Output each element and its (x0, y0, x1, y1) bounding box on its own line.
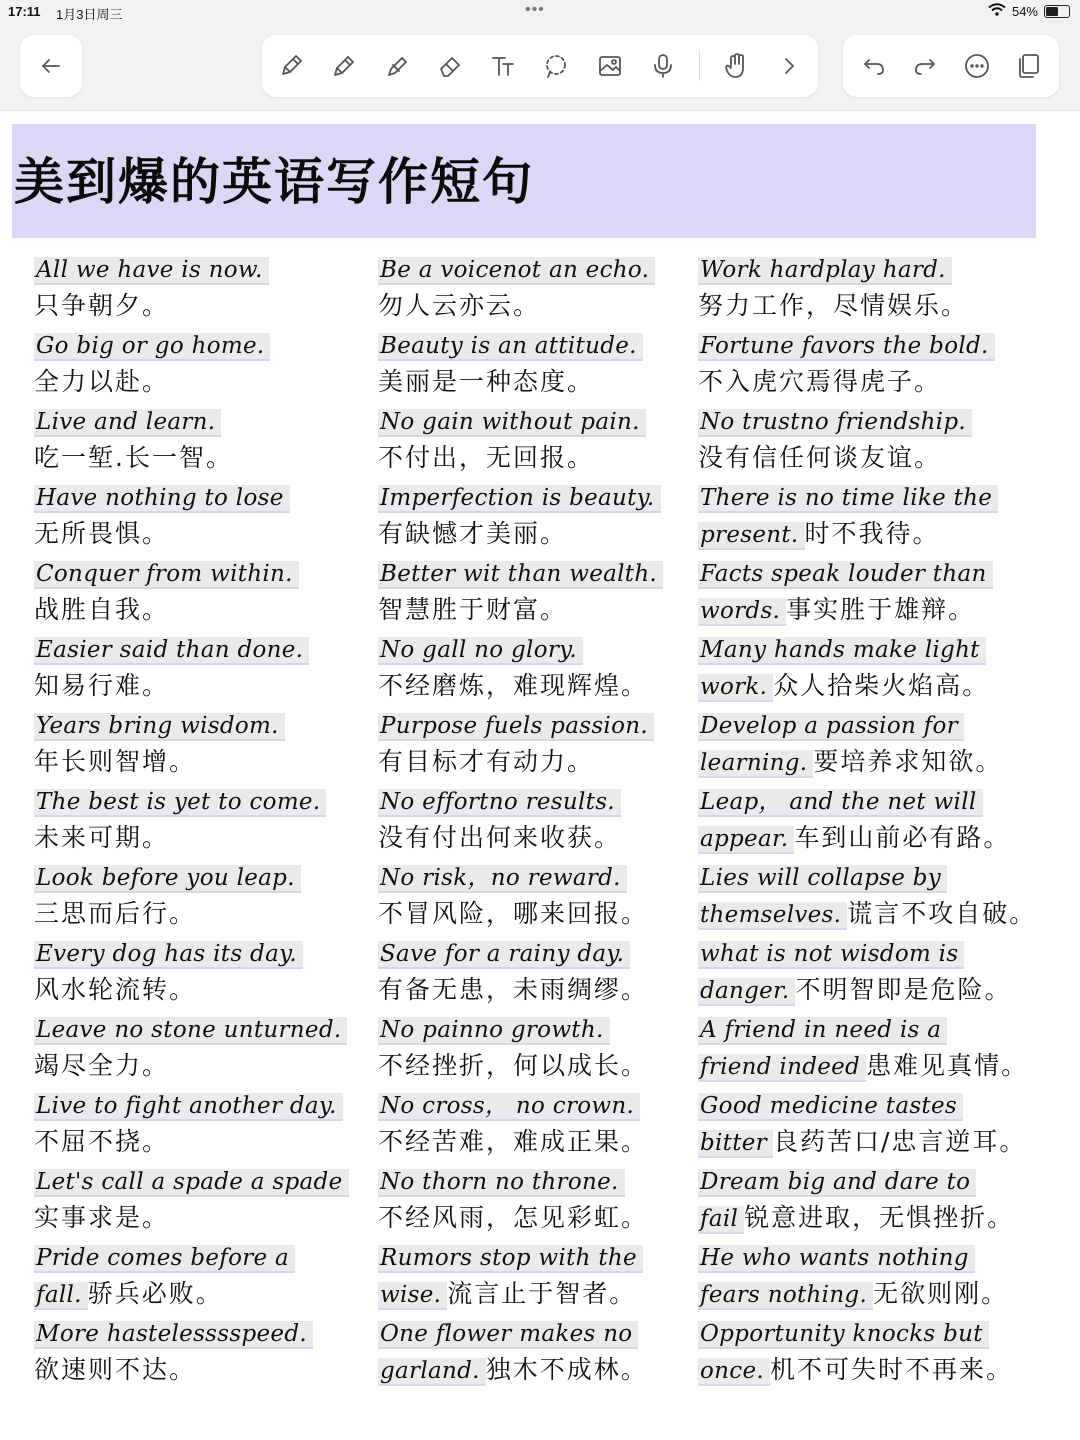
phrase-entry (378, 784, 718, 860)
tool-palette (262, 35, 818, 97)
status-date: 1月3日周三 (56, 7, 123, 22)
phrase-entry (698, 1088, 1038, 1164)
english-phrase: Lies will collapse by (698, 865, 947, 893)
english-phrase-continued: bitter (698, 1130, 773, 1158)
phrase-entry (698, 556, 1038, 632)
english-phrase: No gall no glory. (378, 637, 583, 665)
phrase-entry (698, 1240, 1038, 1316)
phrase-entry (34, 1088, 374, 1164)
phrase-entry (34, 860, 374, 936)
chinese-translation: 不冒风险，哪来回报。 (378, 899, 649, 928)
english-phrase: Leap， and the net will (698, 789, 983, 817)
chinese-translation: 机不可失时不再来。 (769, 1355, 1013, 1384)
chinese-translation: 良药苦口/忠言逆耳。 (772, 1127, 1027, 1156)
marker-icon[interactable] (380, 49, 414, 83)
phrase-entry (698, 252, 1038, 328)
phrase-entry (378, 328, 718, 404)
english-phrase-continued: danger. (698, 978, 795, 1006)
english-phrase: Fortune favors the bold. (698, 333, 995, 361)
english-phrase-continued: learning. (698, 750, 813, 778)
english-phrase: Go big or go home. (34, 333, 270, 361)
english-phrase: Years bring wisdom. (34, 713, 285, 741)
chinese-translation: 不经苦难，难成正果。 (378, 1127, 649, 1156)
chinese-translation: 勿人云亦云。 (378, 291, 541, 320)
chinese-translation: 有缺憾才美丽。 (378, 519, 568, 548)
english-phrase: No risk，no reward. (378, 865, 627, 893)
back-button[interactable] (20, 35, 82, 97)
english-phrase: He who wants nothing (698, 1245, 975, 1273)
chinese-translation: 没有付出何来收获。 (378, 823, 622, 852)
phrase-entry (34, 1240, 374, 1316)
english-phrase: Work hardplay hard. (698, 257, 952, 285)
english-phrase: Purpose fuels passion. (378, 713, 654, 741)
chinese-translation: 车到山前必有路。 (794, 823, 1011, 852)
chinese-translation: 智慧胜于财富。 (378, 595, 568, 624)
phrase-entry (698, 1164, 1038, 1240)
english-phrase: what is not wisdom is (698, 941, 964, 969)
status-bar (0, 0, 1080, 24)
phrase-entry (34, 632, 374, 708)
chinese-translation: 锐意进取，无惧挫折。 (744, 1203, 1015, 1232)
chinese-translation: 知易行难。 (34, 671, 170, 700)
chinese-translation: 三思而后行。 (34, 899, 197, 928)
english-phrase: Develop a passion for (698, 713, 964, 741)
english-phrase: No thorn no throne. (378, 1169, 625, 1197)
phrase-entry (378, 252, 718, 328)
english-phrase: No painno growth. (378, 1017, 610, 1045)
chinese-translation: 不经挫折，何以成长。 (378, 1051, 649, 1080)
phrase-entry (378, 1088, 718, 1164)
english-phrase-continued: wise. (378, 1282, 447, 1310)
chinese-translation: 不经磨炼，难现辉煌。 (378, 671, 649, 700)
phrase-entry (378, 632, 718, 708)
english-phrase-continued: present. (698, 522, 805, 550)
chinese-translation: 美丽是一种态度。 (378, 367, 595, 396)
english-phrase: Better wit than wealth. (378, 561, 663, 589)
redo-icon[interactable] (908, 49, 942, 83)
english-phrase: Rumors stop with the (378, 1245, 643, 1273)
phrase-entry (34, 328, 374, 404)
phrase-entry (378, 556, 718, 632)
english-phrase: Let's call a spade a spade (34, 1169, 349, 1197)
english-phrase-continued: once. (698, 1358, 770, 1386)
english-phrase: Conquer from within. (34, 561, 299, 589)
english-phrase: Facts speak louder than (698, 561, 993, 589)
phrase-entry (34, 1316, 374, 1392)
arrow-left-icon (34, 49, 68, 83)
english-phrase: Pride comes before a (34, 1245, 295, 1273)
chinese-translation: 欲速则不达。 (34, 1355, 197, 1384)
english-phrase: Beauty is an attitude. (378, 333, 643, 361)
chinese-translation: 不经风雨，怎见彩虹。 (378, 1203, 649, 1232)
phrase-entry (34, 936, 374, 1012)
pencil-icon[interactable] (327, 49, 361, 83)
english-phrase: More hastelesssspeed. (34, 1321, 313, 1349)
english-phrase: Many hands make light (698, 637, 986, 665)
english-phrase-continued: fail (698, 1206, 744, 1234)
english-phrase: Opportunity knocks but (698, 1321, 989, 1349)
phrase-entry (698, 784, 1038, 860)
phrase-column-3 (698, 252, 1038, 1392)
toolbar-divider (699, 51, 700, 81)
chinese-translation: 只争朝夕。 (34, 291, 170, 320)
phrase-entry (34, 784, 374, 860)
english-phrase: Have nothing to lose (34, 485, 290, 513)
text-icon[interactable] (486, 49, 520, 83)
chinese-translation: 流言止于智者。 (447, 1279, 637, 1308)
english-phrase: Good medicine tastes (698, 1093, 963, 1121)
eraser-icon[interactable] (433, 49, 467, 83)
battery-icon (1044, 5, 1070, 18)
english-phrase: Be a voicenot an echo. (378, 257, 655, 285)
phrase-entry (34, 556, 374, 632)
status-right (988, 3, 1070, 19)
english-phrase: Live to fight another day. (34, 1093, 343, 1121)
english-phrase: Imperfection is beauty. (378, 485, 661, 513)
toolbar (0, 24, 1080, 111)
english-phrase: Live and learn. (34, 409, 221, 437)
phrase-entry (378, 1316, 718, 1392)
english-phrase: No effortno results. (378, 789, 621, 817)
chinese-translation: 不屈不挠。 (34, 1127, 170, 1156)
phrase-entry (378, 936, 718, 1012)
phrase-entry (378, 1164, 718, 1240)
chinese-translation: 战胜自我。 (34, 595, 170, 624)
english-phrase-continued: work. (698, 674, 773, 702)
lasso-icon[interactable] (539, 49, 573, 83)
chinese-translation: 不明智即是危险。 (795, 975, 1012, 1004)
hand-icon[interactable] (719, 49, 753, 83)
english-phrase: The best is yet to come. (34, 789, 326, 817)
english-phrase: Easier said than done. (34, 637, 309, 665)
chinese-translation: 全力以赴。 (34, 367, 170, 396)
chinese-translation: 没有信任何谈友谊。 (698, 443, 942, 472)
phrase-entry (698, 404, 1038, 480)
english-phrase-continued: fears nothing. (698, 1282, 873, 1310)
phrase-entry (698, 860, 1038, 936)
english-phrase: Look before you leap. (34, 865, 301, 893)
image-icon[interactable] (593, 49, 627, 83)
english-phrase: Save for a rainy day. (378, 941, 630, 969)
chinese-translation: 无欲则刚。 (873, 1279, 1009, 1308)
english-phrase: There is no time like the (698, 485, 998, 513)
chinese-translation: 骄兵必败。 (87, 1279, 223, 1308)
phrase-entry (34, 1164, 374, 1240)
english-phrase: Every dog has its day. (34, 941, 303, 969)
battery-percent: 54% (1011, 3, 1038, 19)
chinese-translation: 要培养求知欲。 (813, 747, 1003, 776)
phrase-entry (34, 404, 374, 480)
english-phrase-continued: themselves. (698, 902, 847, 930)
chinese-translation: 众人拾柴火焰高。 (773, 671, 990, 700)
chinese-translation: 事实胜于雄辩。 (786, 595, 976, 624)
phrase-entry (34, 480, 374, 556)
chinese-translation: 无所畏惧。 (34, 519, 170, 548)
english-phrase: A friend in need is a (698, 1017, 947, 1045)
phrase-entry (378, 1240, 718, 1316)
english-phrase-continued: fall. (34, 1282, 88, 1310)
action-palette (843, 35, 1059, 97)
english-phrase-continued: words. (698, 598, 786, 626)
english-phrase: Leave no stone unturned. (34, 1017, 347, 1045)
chinese-translation: 独木不成林。 (485, 1355, 648, 1384)
pen-icon[interactable] (274, 49, 308, 83)
phrase-entry (378, 1012, 718, 1088)
english-phrase-continued: garland. (378, 1358, 486, 1386)
phrase-column-2 (378, 252, 718, 1392)
english-phrase: No cross， no crown. (378, 1093, 640, 1121)
english-phrase: All we have is now. (34, 257, 269, 285)
chinese-translation: 实事求是。 (34, 1203, 170, 1232)
chinese-translation: 患难见真情。 (866, 1051, 1029, 1080)
chinese-translation: 谎言不攻自破。 (847, 899, 1037, 928)
status-time: 17:11 (8, 4, 41, 19)
mic-icon[interactable] (646, 49, 680, 83)
phrase-entry (698, 1316, 1038, 1392)
phrase-entry (698, 708, 1038, 784)
phrase-entry (378, 404, 718, 480)
chinese-translation: 有目标才有动力。 (378, 747, 595, 776)
english-phrase-continued: appear. (698, 826, 794, 854)
phrase-column-1 (34, 252, 374, 1392)
pages-icon[interactable] (1011, 49, 1045, 83)
phrase-entry (698, 936, 1038, 1012)
phrase-entry (378, 860, 718, 936)
phrase-entry (378, 708, 718, 784)
chinese-translation: 风水轮流转。 (34, 975, 197, 1004)
english-phrase-continued: friend indeed (698, 1054, 866, 1082)
phrase-entry (378, 480, 718, 556)
chinese-translation: 年长则智增。 (34, 747, 197, 776)
chinese-translation: 不入虎穴焉得虎子。 (698, 367, 942, 396)
multitask-dots[interactable]: ••• (525, 1, 545, 18)
undo-icon[interactable] (857, 49, 891, 83)
chinese-translation: 有备无患，未雨绸缪。 (378, 975, 649, 1004)
chevron-right-icon[interactable] (772, 49, 806, 83)
chinese-translation: 竭尽全力。 (34, 1051, 170, 1080)
phrase-entry (34, 1012, 374, 1088)
english-phrase: No gain without pain. (378, 409, 646, 437)
more-icon[interactable] (960, 49, 994, 83)
english-phrase: Dream big and dare to (698, 1169, 976, 1197)
phrase-entry (698, 1012, 1038, 1088)
chinese-translation: 时不我待。 (804, 519, 940, 548)
phrase-entry (698, 632, 1038, 708)
chinese-translation: 吃一堑.长一智。 (34, 443, 233, 472)
english-phrase: No trustno friendship. (698, 409, 972, 437)
phrase-entry (34, 252, 374, 328)
english-phrase: One flower makes no (378, 1321, 638, 1349)
page-title: 美到爆的英语写作短句 (14, 153, 534, 211)
chinese-translation: 不付出，无回报。 (378, 443, 595, 472)
wifi-icon (988, 3, 1006, 19)
chinese-translation: 未来可期。 (34, 823, 170, 852)
phrase-entry (34, 708, 374, 784)
phrase-entry (698, 480, 1038, 556)
chinese-translation: 努力工作，尽情娱乐。 (698, 291, 969, 320)
phrase-entry (698, 328, 1038, 404)
